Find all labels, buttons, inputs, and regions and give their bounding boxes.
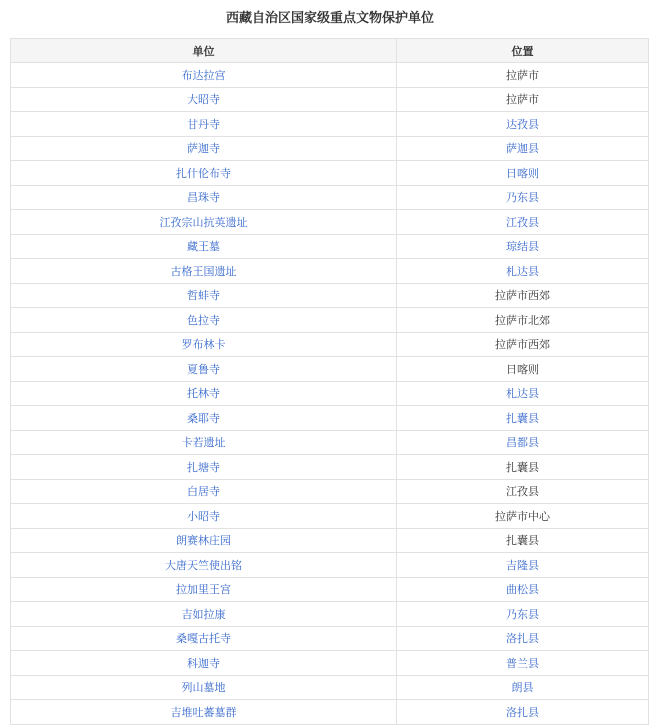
site-name-link[interactable]: 甘丹寺 bbox=[11, 112, 397, 137]
site-name-link[interactable]: 桑耶寺 bbox=[11, 406, 397, 431]
table-row bbox=[11, 234, 649, 259]
site-name-link[interactable]: 古格王国遗址 bbox=[11, 259, 397, 284]
table-row bbox=[11, 455, 649, 480]
site-name-link[interactable]: 昌珠寺 bbox=[11, 185, 397, 210]
site-location-link[interactable]: 昌都县 bbox=[397, 430, 649, 455]
table-header-row bbox=[11, 39, 649, 63]
site-location-link[interactable]: 曲松县 bbox=[397, 577, 649, 602]
table-row bbox=[11, 308, 649, 333]
table-body bbox=[11, 63, 649, 725]
site-name-link[interactable]: 小昭寺 bbox=[11, 504, 397, 529]
site-location: 拉萨市西郊 bbox=[397, 332, 649, 357]
column-header-location: 位置 bbox=[397, 39, 649, 63]
table-row bbox=[11, 504, 649, 529]
site-location-link[interactable]: 朗县 bbox=[397, 675, 649, 700]
site-name-link[interactable]: 朗赛林庄园 bbox=[11, 528, 397, 553]
heritage-sites-table bbox=[10, 38, 649, 725]
site-location-link[interactable]: 江孜县 bbox=[397, 210, 649, 235]
site-name-link[interactable]: 扎什伦布寺 bbox=[11, 161, 397, 186]
site-location-link[interactable]: 洛扎县 bbox=[397, 700, 649, 725]
site-name-link[interactable]: 江孜宗山抗英遗址 bbox=[11, 210, 397, 235]
site-location: 拉萨市 bbox=[397, 63, 649, 88]
table-row bbox=[11, 112, 649, 137]
table-row bbox=[11, 700, 649, 725]
table-row bbox=[11, 63, 649, 88]
site-name-link[interactable]: 布达拉宫 bbox=[11, 63, 397, 88]
table-row bbox=[11, 406, 649, 431]
table-title: 西藏自治区国家级重点文物保护单位 bbox=[225, 11, 434, 26]
site-name-link[interactable]: 夏鲁寺 bbox=[11, 357, 397, 382]
table-row bbox=[11, 381, 649, 406]
site-name-link[interactable]: 拉加里王宫 bbox=[11, 577, 397, 602]
table-row bbox=[11, 602, 649, 627]
site-location-link[interactable]: 吉隆县 bbox=[397, 553, 649, 578]
site-name-link[interactable]: 桑嘎古托寺 bbox=[11, 626, 397, 651]
site-name-link[interactable]: 罗布林卡 bbox=[11, 332, 397, 357]
table-row bbox=[11, 675, 649, 700]
table-row bbox=[11, 577, 649, 602]
site-location: 拉萨市中心 bbox=[397, 504, 649, 529]
site-name-link[interactable]: 托林寺 bbox=[11, 381, 397, 406]
table-row bbox=[11, 136, 649, 161]
table-row bbox=[11, 210, 649, 235]
site-name-link[interactable]: 藏王墓 bbox=[11, 234, 397, 259]
site-location-link[interactable]: 札达县 bbox=[397, 381, 649, 406]
site-location: 江孜县 bbox=[397, 479, 649, 504]
site-location-link[interactable]: 达孜县 bbox=[397, 112, 649, 137]
site-name-link[interactable]: 色拉寺 bbox=[11, 308, 397, 333]
column-header-name: 单位 bbox=[11, 39, 397, 63]
site-location-link[interactable]: 萨迦县 bbox=[397, 136, 649, 161]
site-name-link[interactable]: 吉堆吐蕃墓群 bbox=[11, 700, 397, 725]
site-location: 扎囊县 bbox=[397, 528, 649, 553]
table-row bbox=[11, 185, 649, 210]
table-row bbox=[11, 87, 649, 112]
table-row bbox=[11, 283, 649, 308]
table-row bbox=[11, 479, 649, 504]
site-location: 日喀则 bbox=[397, 357, 649, 382]
table-row bbox=[11, 332, 649, 357]
site-location-link[interactable]: 乃东县 bbox=[397, 602, 649, 627]
site-location-link[interactable]: 普兰县 bbox=[397, 651, 649, 676]
table-row bbox=[11, 357, 649, 382]
site-location-link[interactable]: 日喀则 bbox=[397, 161, 649, 186]
site-location: 拉萨市 bbox=[397, 87, 649, 112]
site-name-link[interactable]: 吉如拉康 bbox=[11, 602, 397, 627]
site-name-link[interactable]: 科迦寺 bbox=[11, 651, 397, 676]
table-row bbox=[11, 430, 649, 455]
site-name-link[interactable]: 萨迦寺 bbox=[11, 136, 397, 161]
site-location: 扎囊县 bbox=[397, 455, 649, 480]
site-name-link[interactable]: 扎塘寺 bbox=[11, 455, 397, 480]
site-name-link[interactable]: 卡若遗址 bbox=[11, 430, 397, 455]
site-location: 拉萨市北郊 bbox=[397, 308, 649, 333]
site-name-link[interactable]: 列山墓地 bbox=[11, 675, 397, 700]
site-location-link[interactable]: 扎囊县 bbox=[397, 406, 649, 431]
site-location-link[interactable]: 乃东县 bbox=[397, 185, 649, 210]
site-location-link[interactable]: 札达县 bbox=[397, 259, 649, 284]
table-row bbox=[11, 161, 649, 186]
site-name-link[interactable]: 大唐天竺使出铭 bbox=[11, 553, 397, 578]
table-row bbox=[11, 626, 649, 651]
table-row bbox=[11, 528, 649, 553]
table-row bbox=[11, 553, 649, 578]
table-row bbox=[11, 259, 649, 284]
table-row bbox=[11, 651, 649, 676]
site-name-link[interactable]: 哲蚌寺 bbox=[11, 283, 397, 308]
site-name-link[interactable]: 白居寺 bbox=[11, 479, 397, 504]
site-location-link[interactable]: 洛扎县 bbox=[397, 626, 649, 651]
site-location: 拉萨市西郊 bbox=[397, 283, 649, 308]
site-name-link[interactable]: 大昭寺 bbox=[11, 87, 397, 112]
site-location-link[interactable]: 琼结县 bbox=[397, 234, 649, 259]
